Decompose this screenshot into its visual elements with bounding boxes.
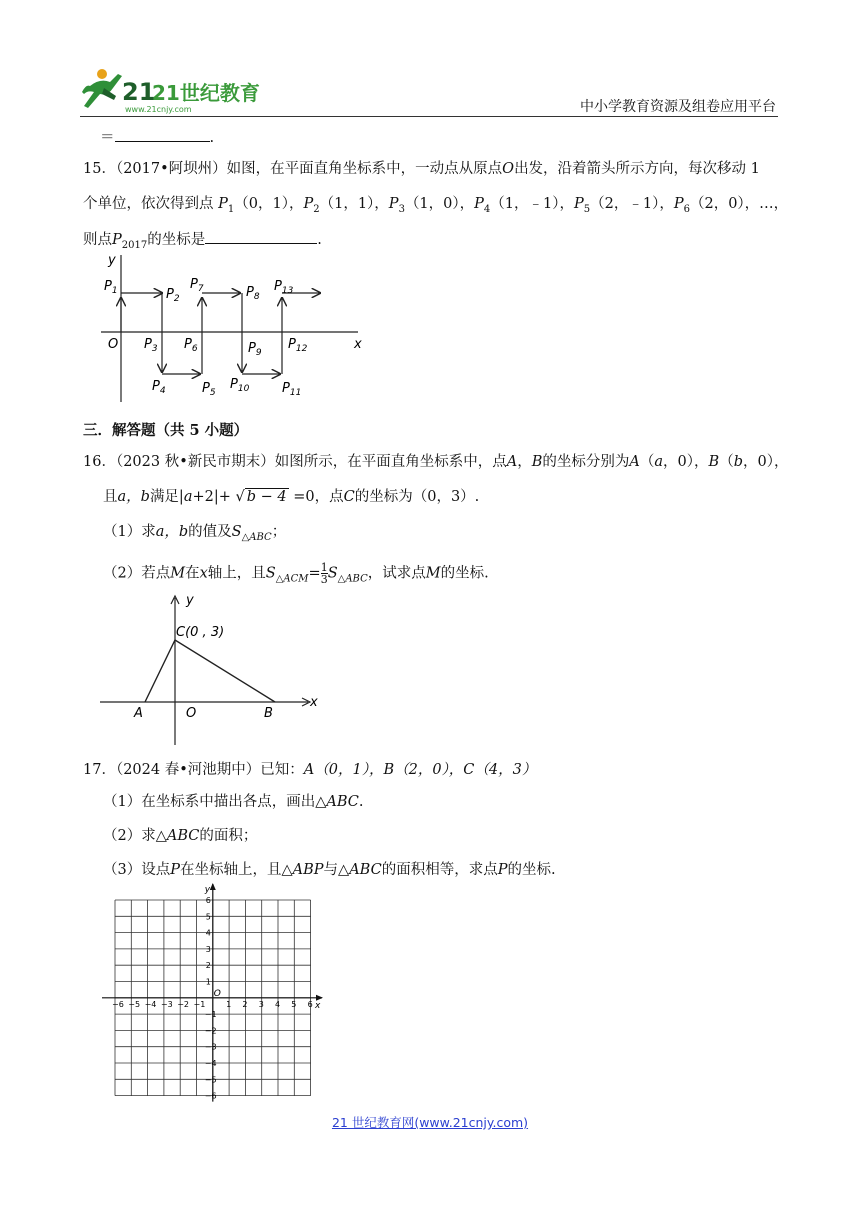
x-tick-label: −2 — [177, 999, 189, 1009]
x-tick-label: −4 — [144, 999, 157, 1009]
point-labels — [104, 277, 308, 398]
svg-text:P13: $P_{13}$ — [274, 279, 294, 296]
x-tick-label: 5 — [291, 999, 297, 1009]
answer-blank[interactable] — [205, 229, 317, 244]
svg-text:y: y — [204, 885, 211, 895]
q16-sub2: （2）若点M在x轴上，且$S_{\triangle ACM}=$ $\frac{1}{3}$ $S_{\triangle ABC}$，试求点M的坐标. — [103, 561, 489, 586]
q15-point-6: $P_6(2$，0），…， — [673, 196, 789, 215]
svg-text:O: O — [213, 988, 221, 999]
svg-text:y: y — [108, 253, 116, 268]
svg-text:B: B — [264, 706, 273, 721]
svg-text:P2: $P_2$ — [166, 287, 180, 304]
q15-point-2: $P_2(1$，1）， — [303, 196, 389, 215]
q16-sub1: （1）求a，b的值及$S_{\triangle ABC}$； — [103, 524, 287, 543]
runner-logo-icon — [80, 66, 260, 116]
q16-triangle-figure — [100, 590, 325, 745]
x-tick-label: −1 — [193, 999, 206, 1009]
triangle-ABC — [145, 640, 275, 702]
x-tick-label: −6 — [112, 999, 124, 1009]
y-tick-label: −1 — [204, 1010, 217, 1020]
y-tick-label: 3 — [205, 944, 211, 954]
x-tick-label: −5 — [128, 999, 141, 1009]
svg-text:P3: $P_3$ — [144, 337, 158, 354]
svg-text:y: y — [186, 593, 194, 608]
y-tick-label: 5 — [205, 912, 211, 922]
q15-point-1: $P_1(0$，1）， — [218, 196, 304, 215]
svg-text:x: x — [310, 695, 318, 710]
svg-text:P6: $P_6$ — [184, 337, 198, 354]
previous-answer-line: ＝ . — [100, 127, 214, 148]
x-tick-label: 1 — [226, 999, 232, 1009]
section-3-title: 三．解答题（共 5 小题） — [83, 422, 249, 439]
svg-text:A: A — [134, 706, 143, 721]
svg-text:O: O — [108, 337, 119, 352]
svg-text:P8: $P_8$ — [246, 285, 260, 302]
svg-text:x: x — [315, 1000, 321, 1011]
y-tick-label: 1 — [205, 977, 211, 987]
x-tick-label: 2 — [242, 999, 248, 1009]
x-tick-label: 4 — [275, 999, 281, 1009]
svg-text:21: 21 — [122, 78, 156, 106]
svg-text:O: O — [186, 706, 197, 721]
svg-text:P9: $P_9$ — [248, 341, 262, 358]
q15-path-figure — [96, 250, 371, 402]
y-tick-label: −3 — [204, 1042, 217, 1052]
one-third-fraction: $\frac{1}{3}$ — [320, 561, 328, 586]
y-tick-label: −5 — [204, 1075, 217, 1085]
y-tick-label: 6 — [205, 896, 211, 905]
footer-link[interactable]: 21 世纪教育网(www.21cnjy.com) — [331, 1115, 529, 1130]
y-tick-label: 4 — [205, 928, 211, 938]
x-tick-label: 3 — [258, 999, 264, 1009]
svg-text:P4: $P_4$ — [152, 379, 166, 396]
q16-line1: 16．（2023 秋•新民市期末）如图所示，在平面直角坐标系中，点A，B的坐标分别为A（a，0），B（b，0）， — [83, 454, 789, 470]
q15-point-3: $P_3(1$，0）， — [388, 196, 475, 215]
svg-text:C(0 , 3): C(0 , 3) — [176, 625, 225, 640]
svg-text:P12: $P_{12}$ — [288, 337, 308, 354]
y-tick-label: −4 — [204, 1059, 217, 1068]
q16-line2: 且a，b满足|a+2|+ √ b − 4 =0，点C的坐标为（0，3）. — [103, 489, 480, 505]
q15-line2: 个单位，依次得到点 $P_1(0$，1），$P_2(1$，1），$P_3(1$，0），$P_4(1$，﹣1），$P_5(2$，﹣1），$P_6(2$，0），…， — [83, 196, 789, 215]
x-tick-label: 6 — [307, 999, 313, 1009]
y-tick-label: −2 — [204, 1026, 217, 1036]
q17-line1: 17．（2024 春•河池期中）已知：A（0，1），B（2，0），C（4，3） — [83, 762, 537, 778]
header-platform-text: 中小学教育资源及组卷应用平台 — [580, 99, 776, 115]
q15-point-5: $P_5(2$，﹣1）， — [573, 196, 674, 215]
svg-text:P5: $P_5$ — [202, 381, 216, 398]
svg-text:P7: $P_7$ — [190, 277, 204, 294]
q17-sub1: （1）在坐标系中描出各点，画出△ABC. — [103, 794, 364, 810]
q15-point-4: $P_4(1$，﹣1）， — [474, 196, 574, 215]
svg-text:21世纪教育: 21世纪教育 — [152, 81, 260, 105]
q17-sub3: （3）设点P在坐标轴上，且△ABP与△ABC的面积相等，求点P的坐标. — [103, 862, 556, 878]
q15-line1: 15．（2017•阿坝州）如图，在平面直角坐标系中，一动点从原点O出发，沿着箭头所示方向，每次移动 1 — [83, 161, 760, 177]
y-tick-label: 2 — [205, 961, 211, 971]
q17-coordinate-grid[interactable] — [100, 882, 326, 1101]
q15-line3: 则点$P_{2017}$的坐标是 . — [83, 229, 322, 256]
header-rule — [80, 116, 778, 117]
svg-text:P10: $P_{10}$ — [230, 377, 250, 394]
svg-text:P11: $P_{11}$ — [282, 381, 302, 398]
svg-text:P1: $P_1$ — [104, 279, 118, 296]
svg-text:x: x — [354, 337, 362, 352]
svg-text:www.21cnjy.com: www.21cnjy.com — [125, 105, 192, 114]
q17-sub2: （2）求△ABC的面积； — [103, 828, 258, 844]
logo — [80, 66, 260, 116]
y-tick-label: −6 — [204, 1091, 217, 1101]
answer-blank[interactable] — [115, 127, 210, 142]
x-tick-label: −3 — [160, 999, 173, 1009]
